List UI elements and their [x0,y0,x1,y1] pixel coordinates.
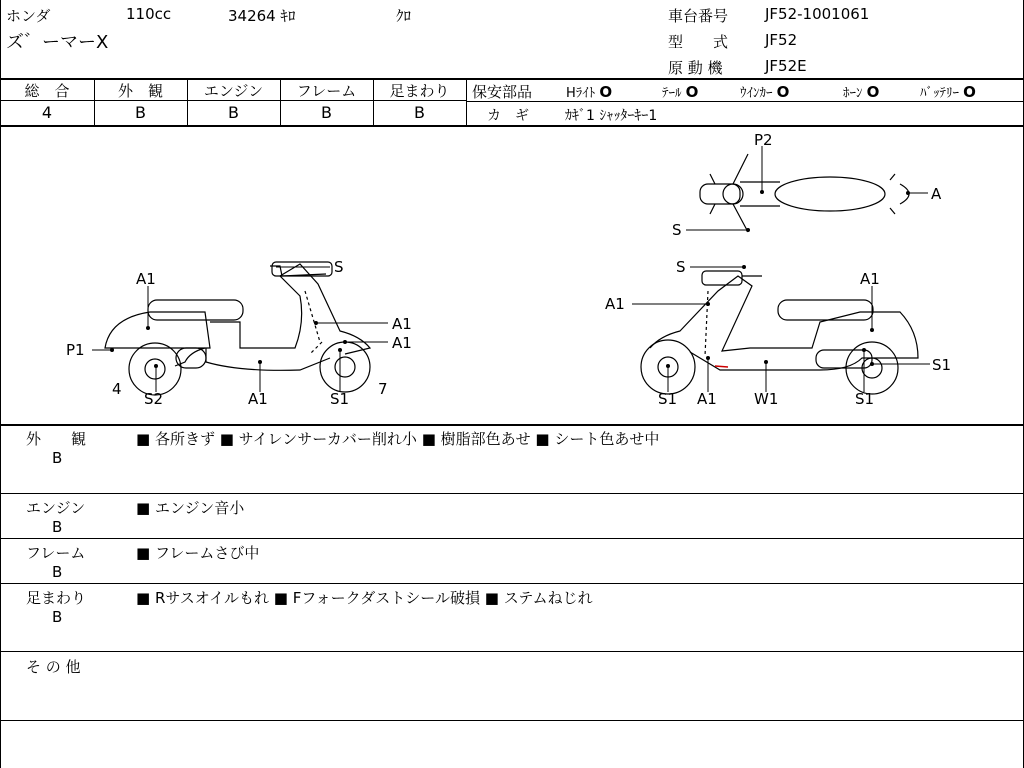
total-grade: 4 [41,103,53,122]
remark-other-label: そ の 他 [26,658,81,676]
label-right-s1-rear: S1 [932,356,952,374]
label-right-s1-front: S1 [658,390,678,408]
leader-lines [92,146,930,392]
frame-number: JF52-1001061 [765,5,870,23]
frame-grade-label: フレーム [296,82,357,100]
remark-frame-label: フレーム [26,544,86,562]
taillight-ok-mark: O [685,83,699,101]
safety-parts-label: 保安部品 [472,83,533,101]
safety-mid [467,101,1024,102]
label-right-s1-bottom: S1 [855,390,875,408]
remark-frame-text: ■ フレームさび中 [136,544,260,562]
winker-ok-mark: O [776,83,790,101]
engine-grade-label: エンジン [203,82,264,100]
total-grade-label: 総 合 [24,82,70,100]
remarks-divider-3 [0,583,1024,584]
damage-markers [110,190,910,368]
scooter-top-view [700,154,909,232]
remark-suspension-label: 足まわり [26,589,87,607]
label-right-a1-bottom: A1 [697,390,717,408]
safety-item-taillight: ﾃｰﾙ O [662,83,699,101]
remark-suspension-grade: B [52,608,63,626]
label-left-a1-bottom: A1 [248,390,268,408]
safety-item-battery: ﾊﾞｯﾃﾘｰ O [920,83,976,101]
safety-item-winker: ｳｲﾝｶｰ O [740,83,790,101]
label-left-p1: P1 [66,341,85,359]
model-type: JF52 [765,31,798,49]
label-left-7: 7 [378,380,388,398]
remark-suspension-text: ■ Rサスオイルもれ ■ Fフォークダストシール破損 ■ ステムねじれ [136,589,593,607]
frame-number-label: 車台番号 [668,7,729,25]
label-right-a1-seat: A1 [860,270,880,288]
label-right-w1: W1 [754,390,779,408]
remark-exterior-text: ■ 各所きず ■ サイレンサーカバー削れ小 ■ 樹脂部色あせ ■ シート色あせ中 [136,430,660,448]
safety-item-horn: ﾎｰﾝ O [843,83,880,101]
damage-diagram [0,126,1024,424]
label-right-a1-front: A1 [605,295,625,313]
frame-grade: B [321,103,332,122]
engine-grade: B [228,103,239,122]
label-left-s-handle: S [334,258,344,276]
displacement: 110cc [126,5,172,23]
remark-exterior-grade: B [52,449,63,467]
horn-ok-mark: O [866,83,880,101]
label-left-4: 4 [112,380,122,398]
engine-type: JF52E [765,57,807,75]
mileage: 34264 ｷﾛ [228,7,296,25]
color: ｸﾛ [396,7,412,25]
remarks-divider-4 [0,651,1024,652]
remarks-top [0,424,1024,426]
battery-ok-mark: O [963,83,976,101]
engine-type-label: 原 動 機 [668,59,723,77]
remark-engine-label: エンジン [26,499,86,517]
key-label: カ ギ [487,108,529,124]
label-left-a1-seat: A1 [136,270,156,288]
headlight-ok-mark: O [599,83,613,101]
suspension-grade: B [414,103,425,122]
label-top-s: S [672,221,682,239]
remark-frame-grade: B [52,563,63,581]
remarks-divider-5 [0,720,1024,721]
remark-engine-text: ■ エンジン音小 [136,499,245,517]
key-value: ｶｷﾞ1 ｼｬｯﾀｰｷｰ1 [565,108,658,124]
label-top-p2: P2 [754,131,773,149]
remarks-divider-1 [0,493,1024,494]
remark-exterior-label: 外 観 [26,430,87,448]
exterior-grade: B [135,103,146,122]
safety-item-headlight: Hﾗｲﾄ O [566,83,613,101]
label-top-a: A [931,185,942,203]
suspension-grade-label: 足まわり [389,82,450,100]
label-left-a1-front2: A1 [392,334,412,352]
model-name: ズ゛ーマーX [6,32,109,53]
maker: ホンダ [6,7,51,25]
grade-divider-5 [466,78,467,126]
remarks-divider-2 [0,538,1024,539]
remark-engine-grade: B [52,518,63,536]
label-left-s1: S1 [330,390,350,408]
label-right-s: S [676,258,686,276]
label-left-s2: S2 [144,390,164,408]
exterior-grade-label: 外 観 [117,82,163,100]
label-left-a1-front1: A1 [392,315,412,333]
scooter-right-view [641,271,918,394]
model-type-label: 型 式 [668,33,729,51]
